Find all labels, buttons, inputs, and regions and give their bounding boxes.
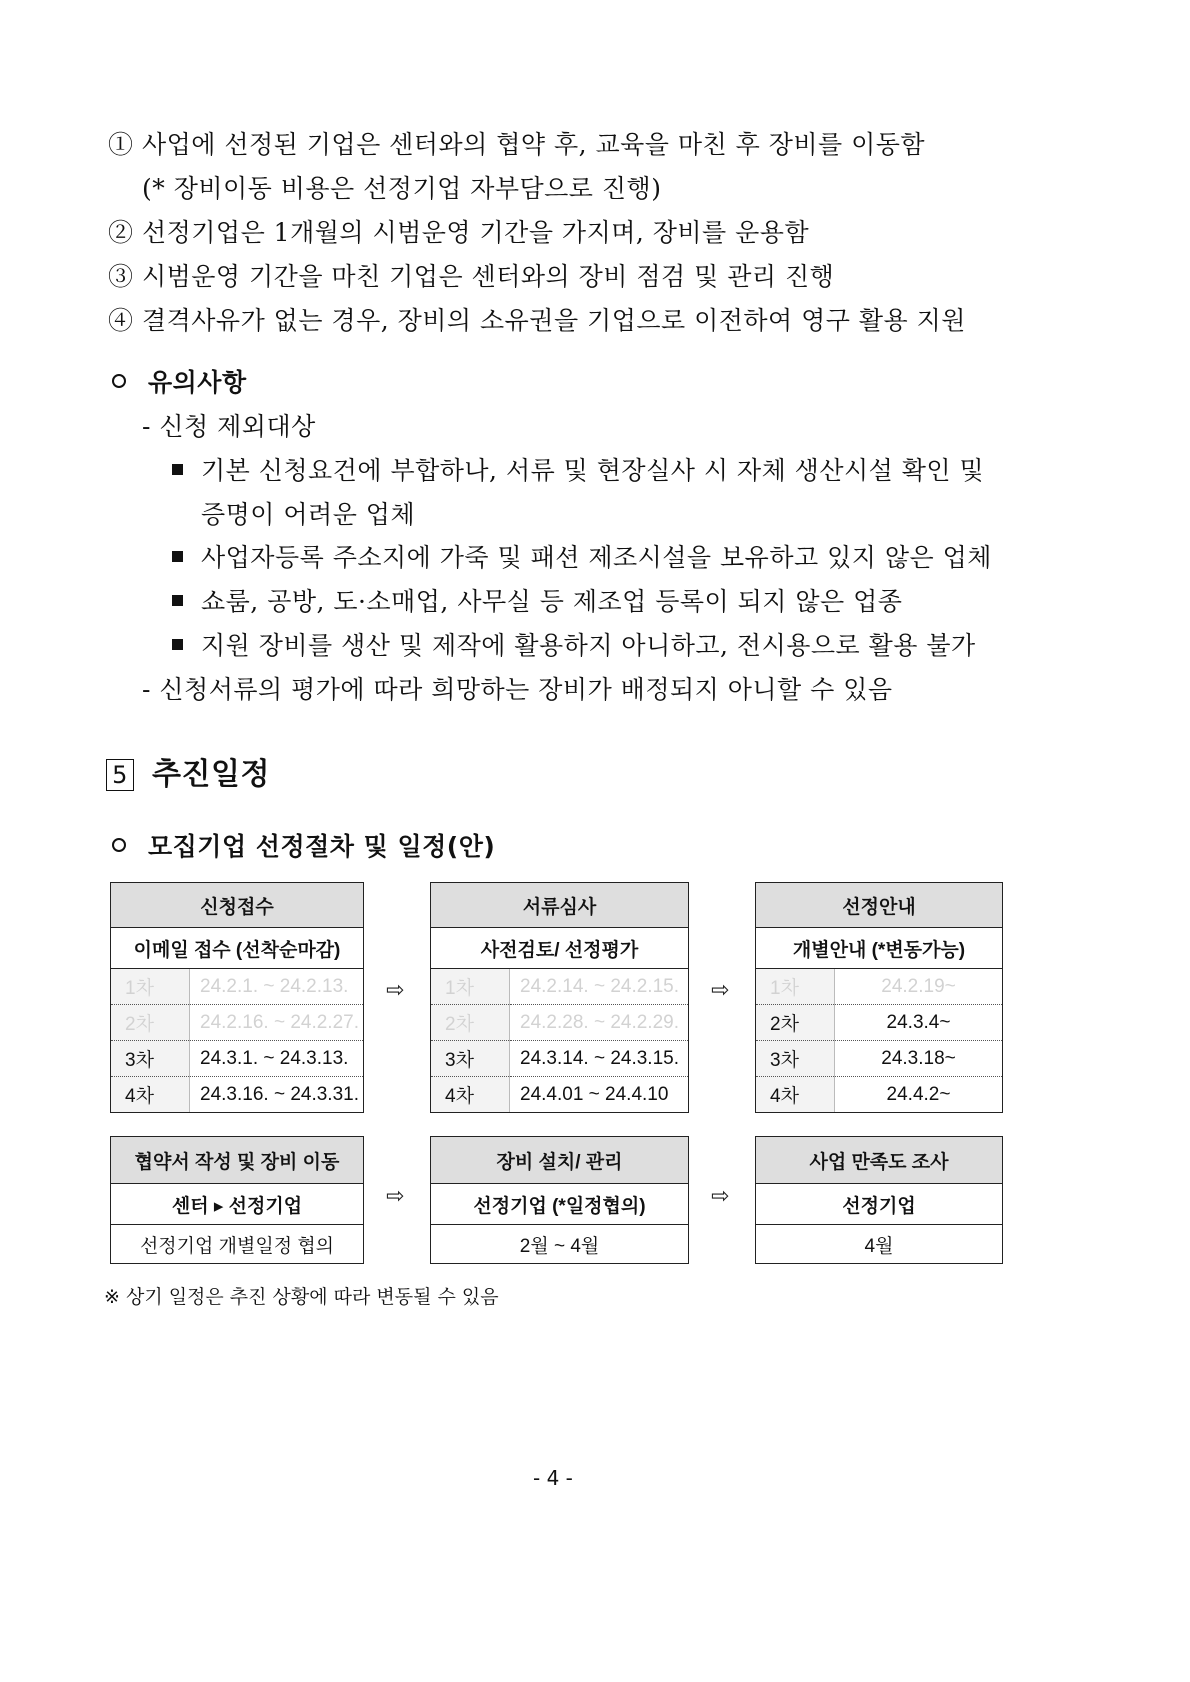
section-5-heading	[106, 758, 270, 794]
step-3	[108, 260, 834, 294]
table-header: 장비 설치/ 관리	[431, 1137, 689, 1184]
table-body: 2월 ~ 4월	[431, 1225, 689, 1264]
schedule-subheading: 모집기업 선정절차 및 일정(안)	[112, 830, 495, 864]
step-text: 사업에 선정된 기업은 센터와의 협약 후, 교육을 마친 후 장비를 이동함	[141, 130, 926, 159]
step-marker: ④	[108, 306, 134, 335]
table-row: 1차 24.2.19~	[756, 969, 1003, 1005]
table-subheader: 사전검토/ 선정평가	[431, 928, 689, 969]
square-bullet-icon	[172, 464, 183, 475]
step-text: (* 장비이동 비용은 선정기업 자부담으로 진행)	[142, 174, 662, 203]
table-header: 신청접수	[111, 883, 364, 928]
table-row: 1차 24.2.14. ~ 24.2.15.	[431, 969, 689, 1005]
right-arrow-icon: ⇨	[386, 978, 405, 1003]
table-header: 사업 만족도 조사	[756, 1137, 1003, 1184]
table-header: 선정안내	[756, 883, 1003, 928]
table-install-manage	[430, 1136, 689, 1264]
section-number: 5	[106, 759, 134, 791]
table-row: 3차 24.3.18~	[756, 1041, 1003, 1077]
table-row: 4차 24.3.16. ~ 24.3.31.	[111, 1077, 364, 1113]
notes-heading: 유의사항	[112, 366, 247, 400]
exclusion-item-3: 쇼룸, 공방, 도·소매업, 사무실 등 제조업 등록이 되지 않은 업종	[172, 585, 902, 619]
square-bullet-icon	[172, 551, 183, 562]
table-document-review	[430, 882, 689, 1113]
table-subheader: 선정기업	[756, 1184, 1003, 1225]
table-subheader: 센터 ▸ 선정기업	[111, 1184, 364, 1225]
section-title: 추진일정	[152, 757, 270, 792]
table-header: 협약서 작성 및 장비 이동	[111, 1137, 364, 1184]
table-row: 4차 24.4.01 ~ 24.4.10	[431, 1077, 689, 1113]
right-arrow-icon: ⇨	[386, 1184, 405, 1209]
table-body: 4월	[756, 1225, 1003, 1264]
right-arrow-icon: ⇨	[711, 978, 730, 1003]
exclusion-item-2: 사업자등록 주소지에 가죽 및 패션 제조시설을 보유하고 있지 않은 업체	[172, 541, 992, 575]
step-marker: ②	[108, 218, 134, 247]
step-1	[108, 128, 925, 162]
exclusion-item-1: 기본 신청요건에 부합하나, 서류 및 현장실사 시 자체 생산시설 확인 및	[172, 454, 984, 488]
table-satisfaction-survey	[755, 1136, 1003, 1264]
square-bullet-icon	[172, 639, 183, 650]
table-row: 2차 24.3.4~	[756, 1005, 1003, 1041]
table-agreement-transfer	[110, 1136, 364, 1264]
step-text: 시범운영 기간을 마친 기업은 센터와의 장비 점검 및 관리 진행	[141, 262, 835, 291]
circle-bullet-icon	[112, 374, 126, 388]
table-row: 3차 24.3.14. ~ 24.3.15.	[431, 1041, 689, 1077]
step-marker: ③	[108, 262, 134, 291]
page-number: - 4 -	[533, 1466, 573, 1490]
step-marker: ①	[108, 130, 134, 159]
table-row: 4차 24.4.2~	[756, 1077, 1003, 1113]
step-1-note	[142, 172, 661, 206]
square-bullet-icon	[172, 595, 183, 606]
exclusion-item-1-cont: 증명이 어려운 업체	[201, 500, 416, 529]
exclusion-subheading: - 신청 제외대상	[142, 412, 316, 441]
table-subheader: 이메일 접수 (선착순마감)	[111, 928, 364, 969]
right-arrow-icon: ⇨	[711, 1184, 730, 1209]
step-text: 선정기업은 1개월의 시범운영 기간을 가지며, 장비를 운용함	[141, 218, 810, 247]
step-2	[108, 216, 809, 250]
table-application	[110, 882, 364, 1113]
allocation-note: - 신청서류의 평가에 따라 희망하는 장비가 배정되지 아니할 수 있음	[142, 675, 893, 704]
table-subheader: 선정기업 (*일정협의)	[431, 1184, 689, 1225]
table-row: 1차 24.2.1. ~ 24.2.13.	[111, 969, 364, 1005]
table-selection-notice	[755, 882, 1003, 1113]
table-row: 3차 24.3.1. ~ 24.3.13.	[111, 1041, 364, 1077]
table-subheader: 개별안내 (*변동가능)	[756, 928, 1003, 969]
table-header: 서류심사	[431, 883, 689, 928]
schedule-footnote: ※ 상기 일정은 추진 상황에 따라 변동될 수 있음	[104, 1286, 499, 1308]
table-row: 2차 24.2.28. ~ 24.2.29.	[431, 1005, 689, 1041]
table-row: 2차 24.2.16. ~ 24.2.27.	[111, 1005, 364, 1041]
step-text: 결격사유가 없는 경우, 장비의 소유권을 기업으로 이전하여 영구 활용 지원	[141, 306, 966, 335]
exclusion-item-4: 지원 장비를 생산 및 제작에 활용하지 아니하고, 전시용으로 활용 불가	[172, 629, 976, 663]
table-body: 선정기업 개별일정 협의	[111, 1225, 364, 1264]
circle-bullet-icon	[112, 838, 126, 852]
step-4	[108, 304, 966, 338]
